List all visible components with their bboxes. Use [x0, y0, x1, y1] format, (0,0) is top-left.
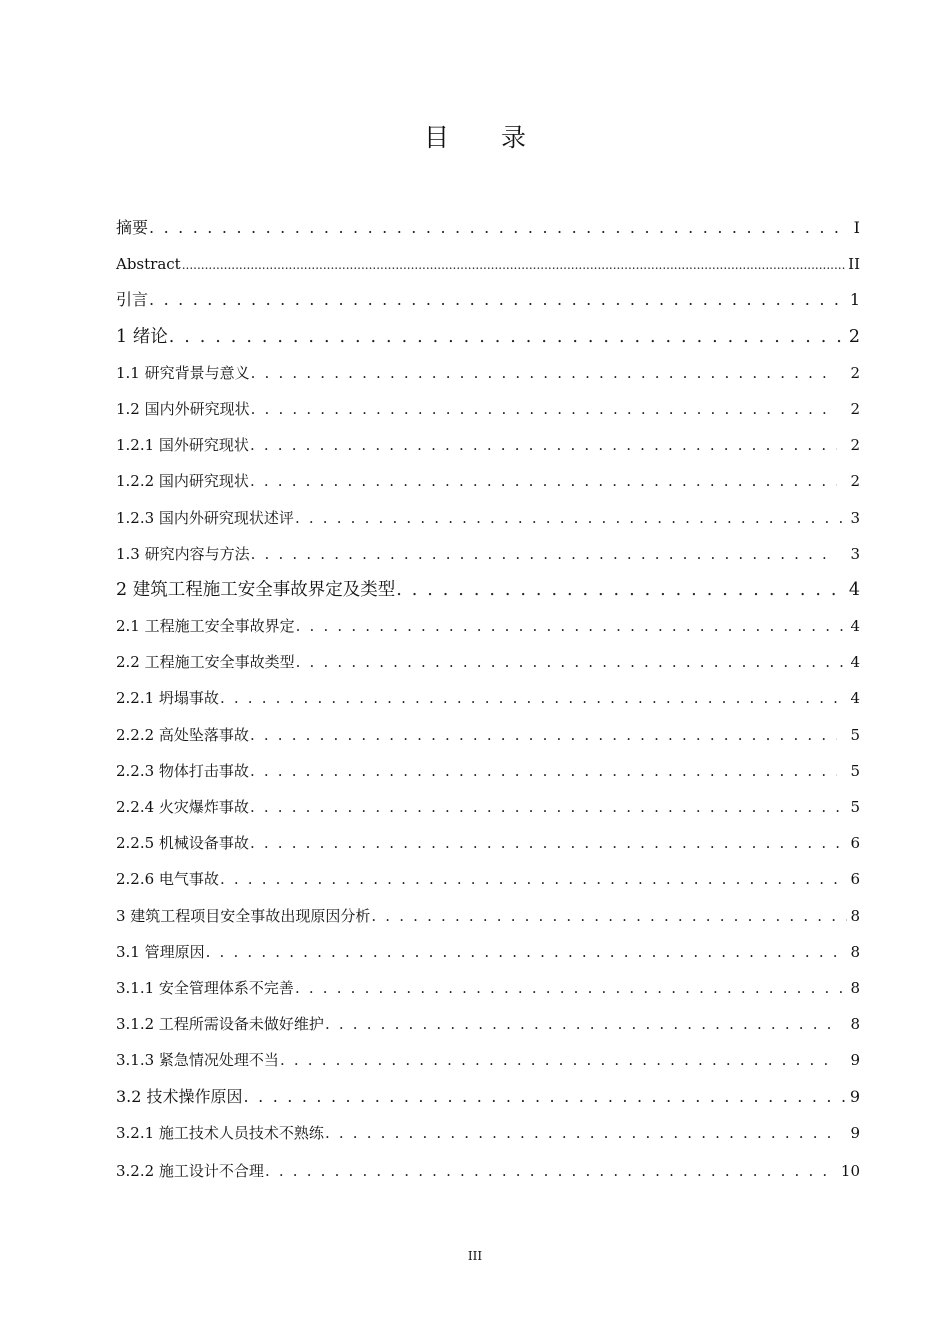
toc-entry-label: 3.2 技术操作原因 — [116, 1086, 243, 1106]
toc-entry-1-2-3[interactable] — [116, 500, 860, 536]
toc-entry-page: 4 — [850, 617, 860, 636]
toc-entry-page: 9 — [850, 1123, 860, 1142]
toc-entry-label: 3.1.3 紧急情况处理不当 — [116, 1051, 279, 1070]
toc-leader-dots — [251, 391, 837, 427]
toc-entry-page: 3 — [850, 544, 860, 563]
toc-entry-page: 3 — [850, 508, 860, 527]
toc-entry-2-2[interactable] — [116, 644, 860, 680]
toc-entry-3-2-1[interactable] — [116, 1115, 860, 1151]
toc-entry-label: 2.2.2 高处坠落事故 — [116, 725, 249, 744]
toc-entry-page: 2 — [850, 399, 860, 418]
toc-leader-dots — [149, 210, 847, 246]
toc-leader-dots — [280, 1042, 837, 1078]
toc-entry-page: 6 — [850, 834, 860, 853]
toc-entry-page: 8 — [850, 906, 860, 925]
toc-leader-dots — [250, 753, 837, 789]
toc-leader-dots — [182, 247, 845, 283]
toc-entry-label: 3.2.2 施工设计不合理 — [116, 1161, 264, 1180]
toc-leader-dots — [149, 282, 847, 318]
toc-entry-label: 1.2.2 国内研究现状 — [116, 472, 249, 491]
toc-leader-dots — [250, 825, 847, 861]
toc-leader-dots — [206, 934, 847, 970]
toc-entry-2-2-1[interactable] — [116, 680, 860, 716]
toc-entry-page: 4 — [848, 579, 860, 600]
toc-entry-introduction[interactable] — [116, 282, 860, 318]
toc-entry-1-3[interactable] — [116, 536, 860, 572]
toc-entry-page: 4 — [850, 653, 860, 672]
toc-entry-page: 8 — [850, 1015, 860, 1034]
toc-entry-page: 6 — [850, 870, 860, 889]
page-title: 目 录 — [424, 123, 548, 152]
toc-entry-page: I — [853, 218, 860, 237]
toc-leader-dots — [265, 1153, 828, 1189]
toc-leader-dots — [325, 1115, 837, 1151]
toc-leader-dots — [250, 427, 837, 463]
toc-entry-page: 8 — [850, 978, 860, 997]
toc-entry-label: 2.1 工程施工安全事故界定 — [116, 617, 295, 636]
toc-leader-dots — [220, 680, 847, 716]
toc-entry-3-1[interactable] — [116, 934, 860, 970]
toc-entry-page: 2 — [850, 436, 860, 455]
toc-entry-label: 1.1 研究背景与意义 — [116, 363, 250, 382]
toc-entry-label: Abstract — [116, 255, 181, 274]
toc-entry-page: 2 — [848, 326, 860, 347]
toc-entry-page: 8 — [850, 942, 860, 961]
toc-entry-label: 摘要 — [116, 218, 149, 237]
toc-entry-page: 10 — [840, 1161, 860, 1180]
toc-entry-page: 5 — [850, 798, 860, 816]
toc-leader-dots — [169, 319, 846, 355]
toc-leader-dots — [250, 789, 847, 825]
toc-entry-label: 引言 — [116, 290, 149, 310]
toc-leader-dots — [296, 608, 847, 644]
toc-entry-abstract-en[interactable] — [116, 246, 860, 282]
toc-leader-dots — [295, 500, 847, 536]
toc-entry-label: 2 建筑工程施工安全事故界定及类型 — [116, 579, 396, 600]
toc-entry-1-2[interactable] — [116, 391, 860, 427]
toc-entry-page: 9 — [850, 1051, 860, 1070]
toc-entry-2-2-6[interactable] — [116, 861, 860, 897]
toc-leader-dots — [220, 861, 847, 897]
toc-entry-label: 2.2.3 物体打击事故 — [116, 761, 249, 780]
toc-entry-abstract-cn[interactable] — [116, 210, 860, 246]
toc-leader-dots — [251, 355, 837, 391]
toc-leader-dots — [396, 572, 846, 608]
toc-entry-page: II — [848, 255, 860, 274]
toc-leader-dots — [296, 644, 847, 680]
page-number-footer: III — [467, 1249, 483, 1263]
toc-entry-page: 2 — [850, 363, 860, 382]
toc-entry-label: 2.2.6 电气事故 — [116, 870, 219, 889]
toc-entry-label: 1.3 研究内容与方法 — [116, 544, 250, 563]
toc-entry-page: 5 — [850, 725, 860, 744]
toc-entry-page: 9 — [849, 1086, 860, 1106]
toc-entry-label: 2.2 工程施工安全事故类型 — [116, 653, 295, 672]
toc-entry-2-1[interactable] — [116, 608, 860, 644]
toc-entry-label: 1.2.3 国内外研究现状述评 — [116, 508, 294, 527]
toc-entry-chapter-1[interactable] — [116, 319, 860, 355]
toc-entry-3-1-2[interactable] — [116, 1006, 860, 1042]
toc-leader-dots — [371, 898, 847, 934]
toc-entry-label: 1.2.1 国外研究现状 — [116, 436, 249, 455]
toc-leader-dots — [295, 970, 847, 1006]
toc-entry-3-2-2[interactable] — [116, 1153, 860, 1189]
toc-entry-2-2-4[interactable] — [116, 789, 860, 825]
toc-entry-page: 1 — [849, 290, 860, 310]
toc-leader-dots — [250, 463, 837, 499]
toc-entry-2-2-5[interactable] — [116, 825, 860, 861]
toc-entry-label: 3.1.1 安全管理体系不完善 — [116, 978, 294, 997]
toc-entry-label: 2.2.4 火灾爆炸事故 — [116, 798, 249, 816]
toc-entry-page: 2 — [850, 472, 860, 491]
toc-entry-1-2-1[interactable] — [116, 427, 860, 463]
toc-entry-2-2-3[interactable] — [116, 753, 860, 789]
toc-entry-3-1-1[interactable] — [116, 970, 860, 1006]
toc-entry-label: 3 建筑工程项目安全事故出现原因分析 — [116, 906, 371, 925]
toc-entry-label: 2.2.1 坍塌事故 — [116, 689, 219, 708]
toc-entry-label: 2.2.5 机械设备事故 — [116, 834, 249, 853]
toc-entry-page: 5 — [850, 761, 860, 780]
toc-entry-page: 4 — [850, 689, 860, 708]
toc-entry-2-2-2[interactable] — [116, 717, 860, 753]
table-of-contents — [116, 210, 860, 1189]
toc-entry-label: 3.1.2 工程所需设备未做好维护 — [116, 1015, 324, 1034]
toc-entry-1-2-2[interactable] — [116, 463, 860, 499]
toc-entry-chapter-2[interactable] — [116, 572, 860, 608]
toc-entry-1-1[interactable] — [116, 355, 860, 391]
toc-entry-label: 3.2.1 施工技术人员技术不熟练 — [116, 1123, 324, 1142]
toc-leader-dots — [251, 536, 837, 572]
toc-entry-label: 3.1 管理原因 — [116, 942, 205, 961]
toc-entry-chapter-3[interactable] — [116, 898, 860, 934]
toc-entry-label: 1 绪论 — [116, 326, 168, 347]
toc-leader-dots — [244, 1079, 847, 1115]
toc-entry-label: 1.2 国内外研究现状 — [116, 399, 250, 418]
toc-entry-3-2[interactable] — [116, 1079, 860, 1115]
toc-entry-3-1-3[interactable] — [116, 1042, 860, 1078]
toc-leader-dots — [250, 717, 837, 753]
toc-leader-dots — [325, 1006, 837, 1042]
